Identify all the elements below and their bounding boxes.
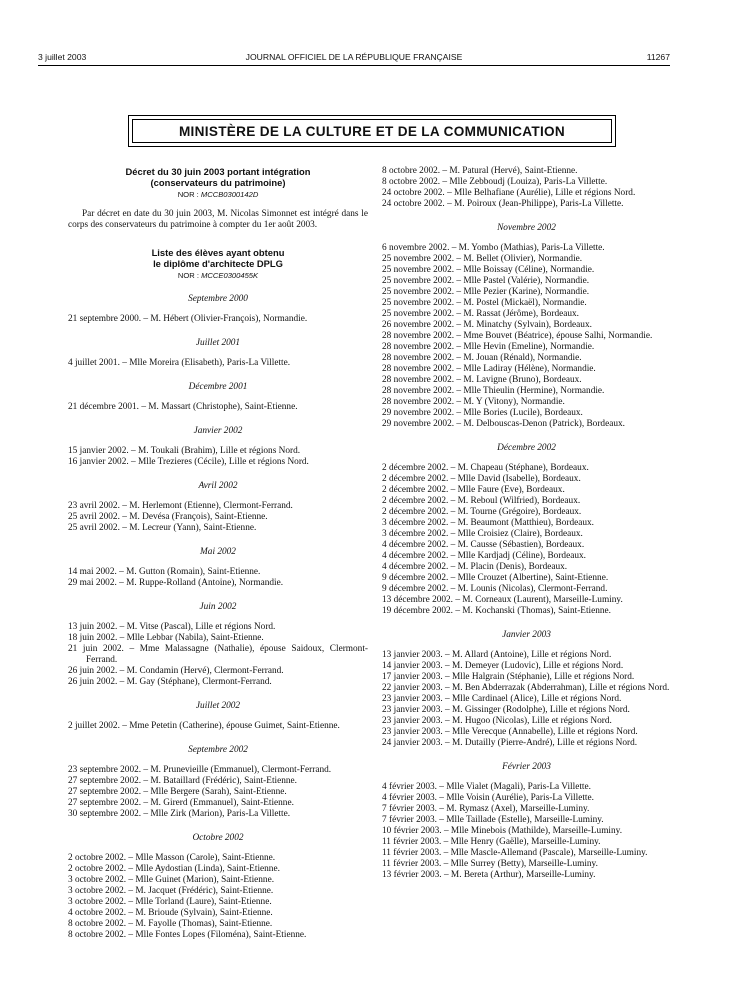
left-graduate-list xyxy=(68,294,368,941)
graduate-entry: 23 janvier 2003. – Mlle Verecque (Annabelle), Lille et régions Nord. xyxy=(382,727,638,737)
graduate-entry: 23 janvier 2003. – M. Hugoo (Nicolas), Lille et régions Nord. xyxy=(382,716,612,726)
graduate-entry: 2 décembre 2002. – M. Reboul (Wilfried), Bordeaux. xyxy=(382,496,581,506)
graduate-entry: 27 septembre 2002. – M. Bataillard (Frédéric), Saint-Etienne. xyxy=(68,776,297,786)
decree1-nor-label: NOR : xyxy=(177,190,201,199)
right-graduate-list xyxy=(382,166,671,881)
graduate-entry: 6 novembre 2002. – M. Yombo (Mathias), Paris-La Villette. xyxy=(382,243,605,253)
graduate-entry: 3 octobre 2002. – M. Jacquet (Frédéric), Saint-Etienne. xyxy=(68,886,274,896)
graduate-entry: 25 avril 2002. – M. Devésa (François), Saint-Etienne. xyxy=(68,512,268,522)
graduate-entry: 23 janvier 2003. – Mlle Cardinael (Alice), Lille et régions Nord. xyxy=(382,694,622,704)
graduate-entry: 15 janvier 2002. – M. Toukali (Brahim), Lille et régions Nord. xyxy=(68,446,301,456)
graduate-entry: 28 novembre 2002. – Mme Bouvet (Béatrice), épouse Salhi, Normandie. xyxy=(382,331,653,341)
decree1-nor-code: MCCB0300142D xyxy=(200,190,259,199)
graduate-entry: 4 décembre 2002. – M. Causse (Sébastien), Bordeaux. xyxy=(382,540,585,550)
graduate-entry: 29 novembre 2002. – M. Delbouscas-Denon (Patrick), Bordeaux. xyxy=(382,419,625,429)
decree1-title xyxy=(68,166,368,188)
graduate-entry: 8 octobre 2002. – M. Patural (Hervé), Saint-Etienne. xyxy=(382,166,578,176)
graduate-entry: 2 décembre 2002. – Mlle David (Isabelle), Bordeaux. xyxy=(382,474,581,484)
graduate-entry: 8 octobre 2002. – M. Fayolle (Thomas), Saint-Etienne. xyxy=(68,919,273,929)
month-heading: Décembre 2001 xyxy=(188,382,248,392)
month-heading: Janvier 2002 xyxy=(193,426,243,436)
header-date: 3 juillet 2003 xyxy=(38,52,87,62)
graduate-entry: 2 octobre 2002. – Mlle Masson (Carole), Saint-Etienne. xyxy=(68,853,276,863)
graduate-entry: 7 février 2003. – M. Rymasz (Axel), Marseille-Luminy. xyxy=(382,804,590,814)
graduate-entry: 17 janvier 2003. – Mlle Halgrain (Stéphanie), Lille et régions Nord. xyxy=(382,672,635,682)
graduate-entry: 25 novembre 2002. – M. Postel (Mickaël), Normandie. xyxy=(382,298,587,308)
graduate-entry: 14 janvier 2003. – M. Demeyer (Ludovic), Lille et régions Nord. xyxy=(382,661,624,671)
graduate-entry: 4 décembre 2002. – Mlle Kardjadj (Céline), Bordeaux. xyxy=(382,551,586,561)
decree2-title xyxy=(68,247,368,269)
graduate-entry: 25 novembre 2002. – Mlle Pastel (Valérie), Normandie. xyxy=(382,276,590,286)
graduate-entry: 23 janvier 2003. – M. Gissinger (Rodolphe), Lille et régions Nord. xyxy=(382,705,630,715)
graduate-entry: 28 novembre 2002. – M. Lavigne (Bruno), Bordeaux. xyxy=(382,375,582,385)
header-journal-title: JOURNAL OFFICIEL DE LA RÉPUBLIQUE FRANÇAISE xyxy=(245,52,463,62)
graduate-entry: 26 novembre 2002. – M. Minatchy (Sylvain), Bordeaux. xyxy=(382,320,592,330)
decree1-nor xyxy=(68,190,368,200)
right-column xyxy=(382,166,671,881)
month-heading: Novembre 2002 xyxy=(497,223,556,233)
decree2-nor xyxy=(68,271,368,281)
graduate-entry: 29 novembre 2002. – Mlle Bories (Lucile), Bordeaux. xyxy=(382,408,583,418)
graduate-entry: 4 juillet 2001. – Mlle Moreira (Elisabeth), Paris-La Villette. xyxy=(68,358,291,368)
graduate-entry: 7 février 2003. – Mlle Taillade (Estelle), Marseille-Luminy. xyxy=(382,815,604,825)
header-page-number: 11267 xyxy=(646,52,670,62)
graduate-entry: 21 décembre 2001. – M. Massart (Christophe), Saint-Etienne. xyxy=(68,402,298,412)
graduate-entry: 8 octobre 2002. – Mlle Zebboudj (Louiza), Paris-La Villette. xyxy=(382,177,608,187)
graduate-entry: 25 novembre 2002. – Mlle Boissay (Céline), Normandie. xyxy=(382,265,595,275)
graduate-entry: 25 novembre 2002. – M. Bellet (Olivier), Normandie. xyxy=(382,254,583,264)
month-heading: Décembre 2002 xyxy=(497,443,556,453)
graduate-entry: 28 novembre 2002. – Mlle Thieulin (Hermine), Normandie. xyxy=(382,386,605,396)
month-heading: Janvier 2003 xyxy=(502,630,551,640)
ministry-title: MINISTÈRE DE LA CULTURE ET DE LA COMMUNICATION xyxy=(132,119,612,143)
decree1-title-line1: Décret du 30 juin 2003 portant intégration xyxy=(125,166,311,177)
decree2-title-line2: le diplôme d'architecte DPLG xyxy=(153,258,283,269)
graduate-entry: 3 octobre 2002. – Mlle Torland (Laure), Saint-Etienne. xyxy=(68,897,272,907)
graduate-entry: 28 novembre 2002. – M. Y (Vitony), Normandie. xyxy=(382,397,565,407)
graduate-entry: 13 juin 2002. – M. Vitse (Pascal), Lille et régions Nord. xyxy=(68,622,276,632)
graduate-entry: 24 octobre 2002. – M. Poiroux (Jean-Philippe), Paris-La Villette. xyxy=(382,199,624,209)
month-heading: Octobre 2002 xyxy=(192,833,244,843)
graduate-entry: 16 janvier 2002. – Mlle Trezieres (Cécile), Lille et régions Nord. xyxy=(68,457,309,467)
month-heading: Septembre 2000 xyxy=(188,294,248,304)
graduate-entry: 21 juin 2002. – Mme Malassagne (Nathalie), épouse Saidoux, Clermont-Ferrand. xyxy=(68,644,368,665)
decree1-text: Par décret en date du 30 juin 2003, M. Nicolas Simonnet est intégré dans le corps des conservateurs du patrimoine à compter du 1er août 2003. xyxy=(68,209,368,230)
month-heading: Juillet 2002 xyxy=(195,701,241,711)
graduate-entry: 18 juin 2002. – Mlle Lebbar (Nabila), Saint-Etienne. xyxy=(68,633,264,643)
graduate-entry: 11 février 2003. – Mlle Henry (Gaëlle), Marseille-Luminy. xyxy=(382,837,601,847)
graduate-entry: 13 décembre 2002. – M. Corneaux (Laurent), Marseille-Luminy. xyxy=(382,595,623,605)
graduate-entry: 2 juillet 2002. – Mme Petetin (Catherine), épouse Guimet, Saint-Etienne. xyxy=(68,721,340,731)
month-heading: Février 2003 xyxy=(502,762,551,772)
graduate-entry: 26 juin 2002. – M. Gay (Stéphane), Clermont-Ferrand. xyxy=(68,677,272,687)
graduate-entry: 3 octobre 2002. – Mlle Guinet (Marion), Saint-Etienne. xyxy=(68,875,275,885)
ministry-box xyxy=(128,115,616,147)
decree2-nor-label: NOR : xyxy=(177,271,202,280)
graduate-entry: 2 décembre 2002. – M. Tourne (Grégoire), Bordeaux. xyxy=(382,507,582,517)
graduate-entry: 14 mai 2002. – M. Gutton (Romain), Saint-Etienne. xyxy=(68,567,261,577)
graduate-entry: 27 septembre 2002. – M. Girerd (Emmanuel), Saint-Etienne. xyxy=(68,798,294,808)
graduate-entry: 4 octobre 2002. – M. Brioude (Sylvain), Saint-Etienne. xyxy=(68,908,273,918)
graduate-entry: 28 novembre 2002. – Mlle Ladiray (Hélène), Normandie. xyxy=(382,364,596,374)
graduate-entry: 30 septembre 2002. – Mlle Zirk (Marion), Paris-La Villette. xyxy=(68,809,291,819)
graduate-entry: 13 février 2003. – M. Bereta (Arthur), Marseille-Luminy. xyxy=(382,870,596,880)
graduate-entry: 13 janvier 2003. – M. Allard (Antoine), Lille et régions Nord. xyxy=(382,650,612,660)
decree1-title-line2: (conservateurs du patrimoine) xyxy=(150,177,286,188)
graduate-entry: 25 avril 2002. – M. Lecreur (Yann), Saint-Etienne. xyxy=(68,523,257,533)
graduate-entry: 8 octobre 2002. – Mlle Fontes Lopes (Filoména), Saint-Etienne. xyxy=(68,930,307,940)
graduate-entry: 11 février 2003. – Mlle Mascle-Allemand (Pascale), Marseille-Luminy. xyxy=(382,848,648,858)
graduate-entry: 23 septembre 2002. – M. Prunevieille (Emmanuel), Clermont-Ferrand. xyxy=(68,765,332,775)
graduate-entry: 24 octobre 2002. – Mlle Belhafiane (Aurélie), Lille et régions Nord. xyxy=(382,188,636,198)
graduate-entry: 25 novembre 2002. – Mlle Pezier (Karine), Normandie. xyxy=(382,287,590,297)
decree2-title-line1: Liste des élèves ayant obtenu xyxy=(151,247,285,258)
graduate-entry: 9 décembre 2002. – Mlle Crouzet (Albertine), Saint-Etienne. xyxy=(382,573,609,583)
graduate-entry: 4 février 2003. – Mlle Vialet (Magali), Paris-La Villette. xyxy=(382,782,591,792)
graduate-entry: 27 septembre 2002. – Mlle Bergere (Sarah), Saint-Etienne. xyxy=(68,787,287,797)
graduate-entry: 26 juin 2002. – M. Condamin (Hervé), Clermont-Ferrand. xyxy=(68,666,284,676)
graduate-entry: 10 février 2003. – Mlle Minebois (Mathilde), Marseille-Luminy. xyxy=(382,826,623,836)
graduate-entry: 24 janvier 2003. – M. Dutailly (Pierre-André), Lille et régions Nord. xyxy=(382,738,638,748)
decree2-nor-code: MCCE0300455K xyxy=(201,271,259,280)
graduate-entry: 11 février 2003. – Mlle Surrey (Betty), Marseille-Luminy. xyxy=(382,859,598,869)
graduate-entry: 4 décembre 2002. – M. Placin (Denis), Bordeaux. xyxy=(382,562,568,572)
graduate-entry: 23 avril 2002. – M. Herlemont (Etienne), Clermont-Ferrand. xyxy=(68,501,293,511)
graduate-entry: 4 février 2003. – Mlle Voisin (Aurélie), Paris-La Villette. xyxy=(382,793,594,803)
graduate-entry: 2 octobre 2002. – Mlle Aydostian (Linda), Saint-Etienne. xyxy=(68,864,280,874)
graduate-entry: 3 décembre 2002. – Mlle Croisiez (Claire), Bordeaux. xyxy=(382,529,583,539)
graduate-entry: 2 décembre 2002. – Mlle Faure (Eve), Bordeaux. xyxy=(382,485,565,495)
graduate-entry: 22 janvier 2003. – M. Ben Abderrazak (Abderrahman), Lille et régions Nord. xyxy=(382,683,670,693)
header-rule xyxy=(38,65,670,66)
month-heading: Juillet 2001 xyxy=(195,338,241,348)
graduate-entry: 19 décembre 2002. – M. Kochanski (Thomas), Saint-Etienne. xyxy=(382,606,612,616)
graduate-entry: 3 décembre 2002. – M. Beaumont (Matthieu), Bordeaux. xyxy=(382,518,594,528)
month-heading: Septembre 2002 xyxy=(188,745,248,755)
graduate-entry: 28 novembre 2002. – M. Jouan (Rénald), Normandie. xyxy=(382,353,582,363)
left-column xyxy=(68,166,368,941)
graduate-entry: 28 novembre 2002. – Mlle Hevin (Emeline), Normandie. xyxy=(382,342,595,352)
graduate-entry: 29 mai 2002. – M. Ruppe-Rolland (Antoine), Normandie. xyxy=(68,578,284,588)
graduate-entry: 9 décembre 2002. – M. Lounis (Nicolas), Clermont-Ferrand. xyxy=(382,584,608,594)
month-heading: Mai 2002 xyxy=(200,547,236,557)
graduate-entry: 21 septembre 2000. – M. Hébert (Olivier-François), Normandie. xyxy=(68,314,308,324)
month-heading: Juin 2002 xyxy=(199,602,237,612)
graduate-entry: 25 novembre 2002. – M. Rassat (Jérôme), Bordeaux. xyxy=(382,309,580,319)
month-heading: Avril 2002 xyxy=(198,481,238,491)
graduate-entry: 2 décembre 2002. – M. Chapeau (Stéphane), Bordeaux. xyxy=(382,463,589,473)
